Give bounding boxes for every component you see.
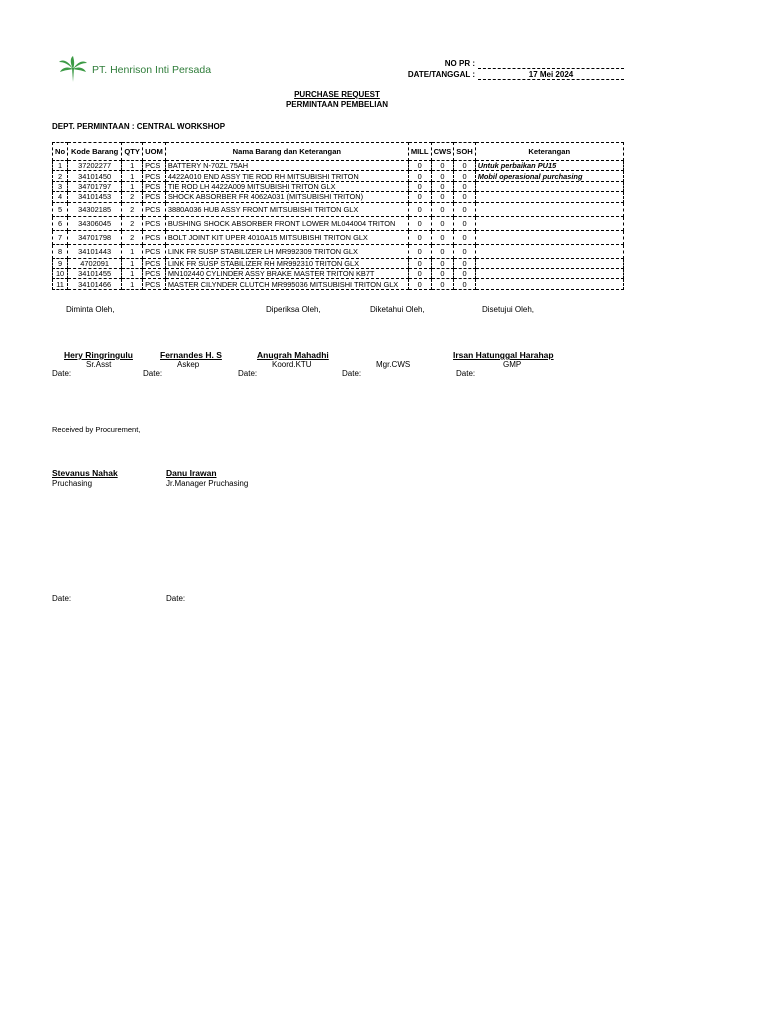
cell-soh: 0 — [454, 268, 475, 278]
cell-kode: 34101455 — [68, 268, 122, 278]
cell-qty: 2 — [122, 216, 143, 230]
cell-uom: PCS — [143, 244, 166, 258]
table-row — [53, 161, 624, 171]
signatory-role: Sr.Asst — [86, 360, 112, 369]
cell-mill: 0 — [408, 244, 431, 258]
date-value: 17 Mei 2024 — [478, 70, 624, 80]
table-row — [53, 244, 624, 258]
table-row — [53, 181, 624, 191]
cell-soh: 0 — [454, 279, 475, 289]
cell-ket: Mobil operasional purchasing — [475, 171, 623, 181]
col-qty: QTY — [122, 143, 143, 161]
cell-qty: 1 — [122, 258, 143, 268]
cell-uom: PCS — [143, 202, 166, 216]
diketahui-label: Diketahui Oleh, — [370, 305, 425, 314]
cell-mill: 0 — [408, 258, 431, 268]
cell-soh: 0 — [454, 171, 475, 181]
procurement-role: Pruchasing — [52, 479, 93, 488]
table-row — [53, 230, 624, 244]
doc-subtitle: PERMINTAAN PEMBELIAN — [285, 100, 389, 109]
cell-qty: 1 — [122, 171, 143, 181]
signatory-name: Fernandes H. S — [160, 350, 222, 360]
col-kode: Kode Barang — [68, 143, 122, 161]
cell-nama: BUSHING SHOCK ABSORBER FRONT LOWER ML044004 TRITON — [165, 216, 408, 230]
cell-cws: 0 — [431, 268, 454, 278]
cell-soh: 0 — [454, 244, 475, 258]
col-uom: UOM — [143, 143, 166, 161]
cell-soh: 0 — [454, 258, 475, 268]
cell-uom: PCS — [143, 258, 166, 268]
cell-mill: 0 — [408, 171, 431, 181]
cell-mill: 0 — [408, 230, 431, 244]
signatory-role: Askep — [177, 360, 200, 369]
cell-ket — [475, 268, 623, 278]
table-row — [53, 171, 624, 181]
procurement-role: Jr.Manager Pruchasing — [166, 479, 249, 488]
cell-uom: PCS — [143, 161, 166, 171]
cell-uom: PCS — [143, 216, 166, 230]
table-row — [53, 258, 624, 268]
cell-ket — [475, 279, 623, 289]
cell-no: 3 — [53, 181, 68, 191]
company-logo — [58, 56, 212, 84]
cell-nama: SHOCK ABSORBER FR 4062A031 (MITSUBISHI TRITON) — [165, 192, 408, 202]
diperiksa-label: Diperiksa Oleh, — [266, 305, 321, 314]
date-field: Date: — [52, 369, 72, 378]
cell-no: 2 — [53, 171, 68, 181]
date-field: Date: — [238, 369, 258, 378]
cell-cws: 0 — [431, 230, 454, 244]
cell-soh: 0 — [454, 181, 475, 191]
cell-qty: 1 — [122, 181, 143, 191]
cell-qty: 2 — [122, 202, 143, 216]
cell-cws: 0 — [431, 216, 454, 230]
no-pr-label: NO PR : — [444, 59, 475, 68]
cell-nama: MN102440 CYLINDER ASSY BRAKE MASTER TRITON KB7T — [165, 268, 408, 278]
cell-no: 6 — [53, 216, 68, 230]
date-label: DATE/TANGGAL : — [407, 70, 475, 79]
cell-uom: PCS — [143, 181, 166, 191]
received-label: Received by Procurement, — [52, 425, 141, 434]
table-row — [53, 268, 624, 278]
doc-title: PURCHASE REQUEST — [294, 90, 380, 99]
cell-nama: BATTERY N-70ZL 75AH — [165, 161, 408, 171]
signatory-role: GMP — [503, 360, 522, 369]
cell-no: 1 — [53, 161, 68, 171]
cell-cws: 0 — [431, 192, 454, 202]
table-row — [53, 202, 624, 216]
signatory-role: Mgr.CWS — [376, 360, 411, 369]
cell-no: 7 — [53, 230, 68, 244]
cell-uom: PCS — [143, 268, 166, 278]
cell-nama: TIE ROD LH 4422A009 MITSUBISHI TRITON GLX — [165, 181, 408, 191]
cell-nama: MASTER CILYNDER CLUTCH MR995036 MITSUBISHI TRITON GLX — [165, 279, 408, 289]
table-header-row — [53, 143, 624, 161]
cell-cws: 0 — [431, 244, 454, 258]
cell-cws: 0 — [431, 181, 454, 191]
signatory-name: Anugrah Mahadhi — [257, 350, 329, 360]
cell-kode: 34101443 — [68, 244, 122, 258]
cell-kode: 34302185 — [68, 202, 122, 216]
procurement-name: Danu Irawan — [166, 468, 217, 478]
date-field: Date: — [166, 594, 186, 603]
cell-ket — [475, 216, 623, 230]
cell-nama: BOLT JOINT KIT UPER 4010A15 MITSUBISHI TRITON GLX — [165, 230, 408, 244]
cell-soh: 0 — [454, 216, 475, 230]
cell-mill: 0 — [408, 268, 431, 278]
col-mill: MILL — [408, 143, 431, 161]
cell-uom: PCS — [143, 171, 166, 181]
cell-qty: 1 — [122, 161, 143, 171]
cell-mill: 0 — [408, 181, 431, 191]
col-cws: CWS — [431, 143, 454, 161]
cell-kode: 37202277 — [68, 161, 122, 171]
signatory-name: Hery Ringringulu — [64, 350, 133, 360]
cell-no: 5 — [53, 202, 68, 216]
cell-ket — [475, 202, 623, 216]
cell-uom: PCS — [143, 192, 166, 202]
cell-soh: 0 — [454, 192, 475, 202]
cell-kode: 34701798 — [68, 230, 122, 244]
cell-qty: 1 — [122, 268, 143, 278]
date-field: Date: — [342, 369, 362, 378]
cell-kode: 34101453 — [68, 192, 122, 202]
cell-qty: 2 — [122, 230, 143, 244]
cell-mill: 0 — [408, 202, 431, 216]
date-field: Date: — [143, 369, 163, 378]
cell-uom: PCS — [143, 230, 166, 244]
cell-cws: 0 — [431, 171, 454, 181]
cell-ket — [475, 230, 623, 244]
cell-soh: 0 — [454, 202, 475, 216]
cell-cws: 0 — [431, 258, 454, 268]
cell-no: 8 — [53, 244, 68, 258]
cell-ket: Untuk perbaikan PU15 — [475, 161, 623, 171]
cell-mill: 0 — [408, 279, 431, 289]
diminta-label: Diminta Oleh, — [66, 305, 115, 314]
signatory-role: Koord.KTU — [272, 360, 312, 369]
cell-no: 11 — [53, 279, 68, 289]
cell-mill: 0 — [408, 192, 431, 202]
cell-cws: 0 — [431, 279, 454, 289]
cell-ket — [475, 258, 623, 268]
cell-cws: 0 — [431, 202, 454, 216]
cell-nama: 4422A010 END ASSY TIE ROD RH MITSUBISHI TRITON — [165, 171, 408, 181]
cell-soh: 0 — [454, 230, 475, 244]
cell-mill: 0 — [408, 216, 431, 230]
cell-kode: 34101466 — [68, 279, 122, 289]
cell-nama: 3880A036 HUB ASSY FRONT MITSUBISHI TRITON GLX — [165, 202, 408, 216]
cell-cws: 0 — [431, 161, 454, 171]
cell-kode: 34101450 — [68, 171, 122, 181]
table-row — [53, 279, 624, 289]
cell-ket — [475, 244, 623, 258]
cell-qty: 2 — [122, 192, 143, 202]
col-soh: SOH — [454, 143, 475, 161]
dept-label: DEPT. PERMINTAAN : CENTRAL WORKSHOP — [52, 122, 226, 131]
cell-nama: LINK FR SUSP STABILIZER RH MR992310 TRITON GLX — [165, 258, 408, 268]
company-name: PT. Henrison Inti Persada — [92, 64, 212, 76]
procurement-name: Stevanus Nahak — [52, 468, 118, 478]
table-row — [53, 192, 624, 202]
cell-uom: PCS — [143, 279, 166, 289]
date-field: Date: — [52, 594, 72, 603]
cell-ket — [475, 192, 623, 202]
cell-qty: 1 — [122, 244, 143, 258]
signatory-name: Irsan Hatunggal Harahap — [453, 350, 554, 360]
col-keterangan: Keterangan — [475, 143, 623, 161]
cell-kode: 34701797 — [68, 181, 122, 191]
disetujui-label: Disetujui Oleh, — [482, 305, 535, 314]
cell-no: 4 — [53, 192, 68, 202]
table-row — [53, 216, 624, 230]
date-field: Date: — [456, 369, 476, 378]
cell-nama: LINK FR SUSP STABILIZER LH MR992309 TRITON GLX — [165, 244, 408, 258]
cell-ket — [475, 181, 623, 191]
cell-kode: 34306045 — [68, 216, 122, 230]
cell-no: 10 — [53, 268, 68, 278]
palm-leaf-icon — [58, 56, 88, 84]
cell-no: 9 — [53, 258, 68, 268]
col-nama: Nama Barang dan Keterangan — [165, 143, 408, 161]
no-pr-value — [478, 59, 624, 69]
cell-kode: 4702091 — [68, 258, 122, 268]
col-no: No — [53, 143, 68, 161]
cell-mill: 0 — [408, 161, 431, 171]
items-table — [52, 142, 624, 290]
cell-qty: 1 — [122, 279, 143, 289]
cell-soh: 0 — [454, 161, 475, 171]
